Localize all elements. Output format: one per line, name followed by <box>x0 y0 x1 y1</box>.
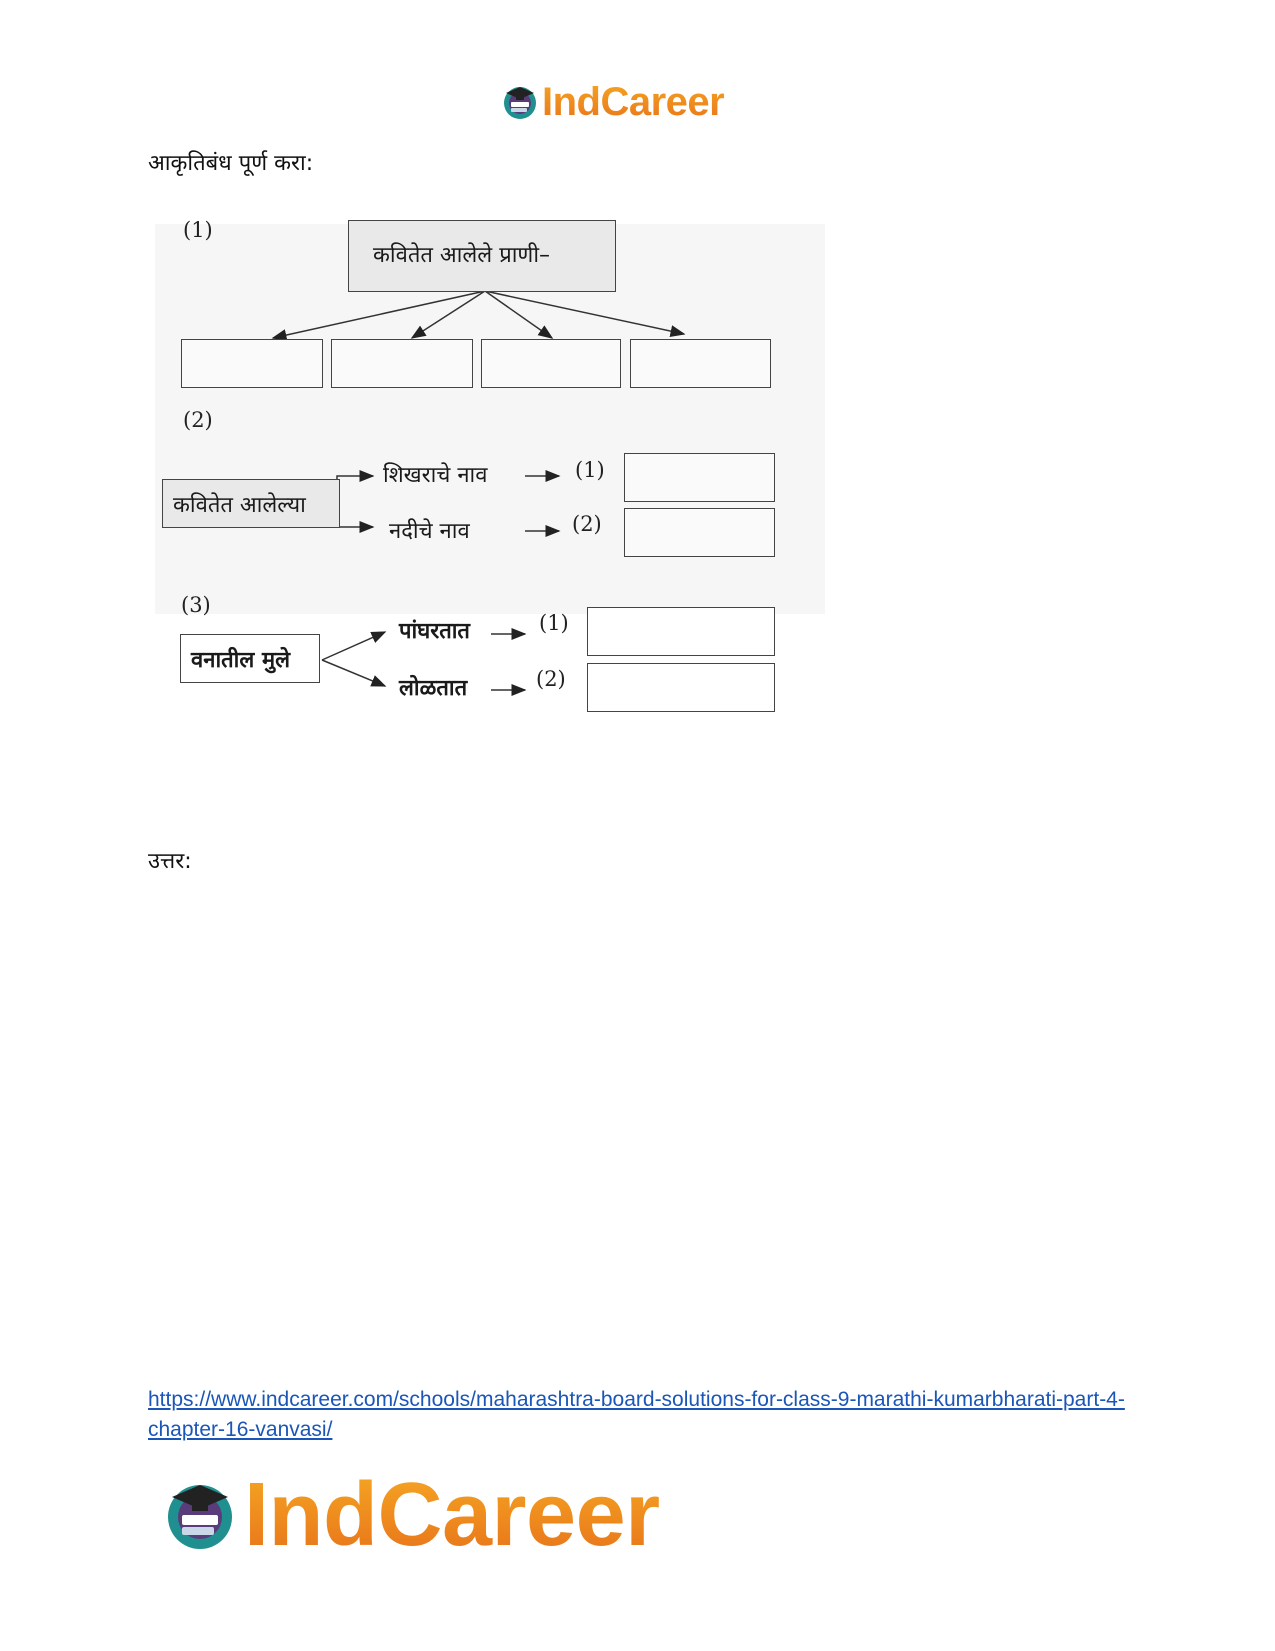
part1-answer-box-1[interactable] <box>181 339 323 388</box>
part3-row1-number: (1) <box>539 611 569 635</box>
part2-row2-label: नदीचे नाव <box>389 519 470 544</box>
part1-answer-box-4[interactable] <box>630 339 771 388</box>
part3-row2-label: लोळतात <box>399 676 468 701</box>
part3-source: वनातील मुले <box>191 648 291 673</box>
logo-wordmark: IndCareer <box>244 1465 660 1565</box>
graduation-cap-globe-icon <box>160 1473 240 1557</box>
footer-logo[interactable] <box>160 1465 660 1565</box>
part2-row1-number: (1) <box>575 458 605 482</box>
part1-title: कवितेत आलेले प्राणी– <box>373 243 551 268</box>
graduation-cap-globe-icon <box>500 81 540 125</box>
part2-row2-number: (2) <box>572 512 602 536</box>
header-logo[interactable] <box>500 80 724 125</box>
part1-answer-box-3[interactable] <box>481 339 621 388</box>
question-prompt: आकृतिबंध पूर्ण करा: <box>148 151 314 176</box>
part1-number: (1) <box>183 218 213 242</box>
part3-number: (3) <box>181 593 211 617</box>
part2-answer-box-1[interactable] <box>624 453 775 502</box>
part2-source: कवितेत आलेल्या <box>173 493 306 518</box>
part3-answer-box-2[interactable] <box>587 663 775 712</box>
concept-map-figure <box>155 218 825 749</box>
part1-answer-box-2[interactable] <box>331 339 473 388</box>
logo-wordmark: IndCareer <box>542 80 725 124</box>
part2-number: (2) <box>183 408 213 432</box>
part3-row2-number: (2) <box>536 667 566 691</box>
part3-row1-label: पांघरतात <box>399 619 470 644</box>
answer-label: उत्तर: <box>148 849 192 874</box>
part1-title-box <box>348 220 616 292</box>
part2-answer-box-2[interactable] <box>624 508 775 557</box>
part3-source-box <box>180 634 320 683</box>
part3-answer-box-1[interactable] <box>587 607 775 656</box>
part2-source-box <box>162 479 340 528</box>
part2-row1-label: शिखराचे नाव <box>383 463 488 488</box>
source-link[interactable]: https://www.indcareer.com/schools/maharashtra-board-solutions-for-class-9-marathi-kumarbharati-part-4-chapter-16-vanvasi/ <box>148 1388 1125 1441</box>
